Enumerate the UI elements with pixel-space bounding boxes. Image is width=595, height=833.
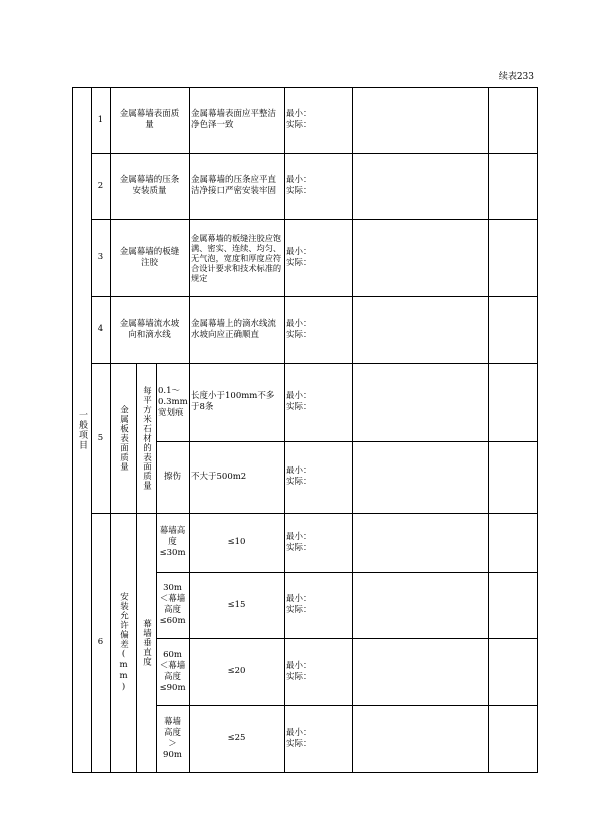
row-number: 5 — [97, 432, 104, 443]
tolerance: ≤10 — [227, 537, 246, 547]
requirement: 不大于500m2 — [191, 471, 247, 482]
min-label: 最小： — [286, 660, 312, 671]
measurement-cell — [284, 441, 352, 513]
measurement-cell — [284, 638, 352, 705]
actual-label: 实际： — [286, 120, 312, 130]
table-border — [72, 772, 538, 773]
tolerance: ≤15 — [227, 599, 246, 610]
check-item: 擦伤 — [163, 471, 181, 482]
check-item: 60m＜幕墙高度≤90m — [159, 649, 186, 693]
min-label: 最小： — [286, 246, 312, 257]
actual-label: 实际： — [286, 605, 312, 615]
table-border — [488, 87, 489, 773]
measurement-cell — [284, 513, 352, 572]
requirement: 金属幕墙的压条应平直洁净接口严密安装牢固 — [191, 175, 277, 196]
item-name: 金属幕墙的压条安装质量 — [119, 175, 180, 196]
row-number: 4 — [97, 324, 104, 334]
measurement-cell — [284, 219, 352, 296]
row-number: 1 — [97, 114, 104, 125]
check-item: 幕墙高度＞90m — [163, 716, 182, 760]
requirement: 金属幕墙表面应平整洁净色泽一致 — [191, 109, 277, 130]
min-label: 最小： — [286, 109, 312, 119]
table-border — [352, 87, 353, 773]
table-border — [537, 87, 538, 773]
actual-label: 实际： — [286, 257, 312, 268]
requirement: 长度小于100mm不多于8条 — [191, 391, 275, 412]
tolerance: ≤20 — [227, 666, 246, 676]
measurement-cell — [284, 363, 352, 441]
check-item: 幕墙高度≤30m — [159, 526, 186, 558]
measurement-cell — [284, 705, 352, 772]
actual-label: 实际： — [286, 477, 312, 487]
requirement: 金属幕墙的板缝注胶应饱满、密实、连续、均匀、无气泡，宽度和厚度应符合设计要求和技术标准的规定 — [191, 232, 282, 283]
actual-label: 实际： — [286, 542, 312, 553]
measurement-cell — [284, 572, 352, 638]
item-name: 金属幕墙表面质量 — [119, 109, 180, 130]
row-number: 2 — [97, 180, 104, 191]
section-label: 一般项目 — [77, 410, 87, 450]
sub-item-name: 幕墙垂直度 — [141, 618, 152, 667]
actual-label: 实际： — [286, 671, 312, 682]
item-name: 金属幕墙的板缝注胶 — [119, 246, 180, 268]
check-item: 0.1～0.3mm宽划痕 — [158, 385, 188, 418]
continuation-label: 续表233 — [498, 72, 534, 82]
measurement-cell — [284, 296, 352, 363]
actual-label: 实际： — [286, 186, 312, 196]
min-label: 最小： — [286, 318, 312, 329]
min-label: 最小： — [286, 466, 312, 476]
measurement-cell — [284, 87, 352, 153]
item-name: 金属板表面质量 — [118, 404, 129, 472]
row-number: 6 — [97, 637, 104, 647]
measurement-cell — [284, 153, 352, 219]
actual-label: 实际： — [286, 402, 312, 412]
min-label: 最小： — [286, 391, 312, 401]
actual-label: 实际： — [286, 329, 312, 340]
actual-label: 实际： — [286, 738, 312, 749]
item-name: 金属幕墙流水坡向和滴水线 — [119, 318, 180, 340]
row-number: 3 — [97, 252, 104, 262]
tolerance: ≤25 — [227, 733, 246, 743]
sub-item-name: 每平方米石材的表面质量 — [141, 385, 152, 491]
min-label: 最小： — [286, 594, 312, 604]
requirement: 金属幕墙上的滴水线流水坡向应正确顺直 — [191, 318, 277, 340]
item-name: 安装允许偏差(mm) — [118, 592, 129, 693]
check-item: 30m＜幕墙高度≤60m — [159, 583, 186, 626]
min-label: 最小： — [286, 175, 312, 185]
min-label: 最小： — [286, 531, 312, 542]
min-label: 最小： — [286, 727, 312, 738]
